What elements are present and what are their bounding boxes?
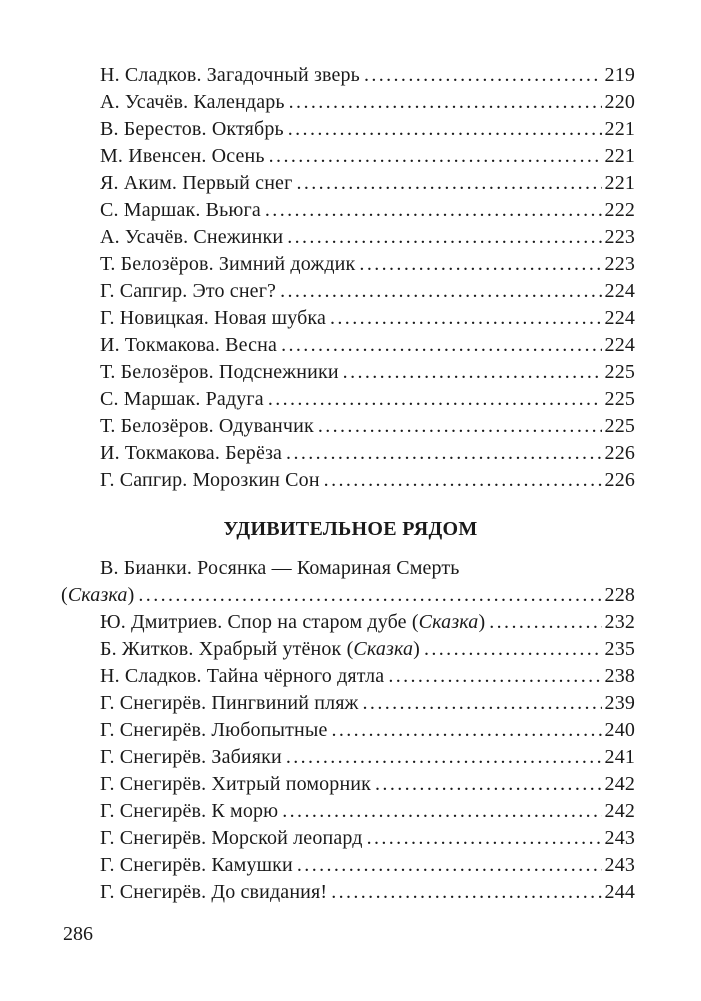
dot-leader bbox=[286, 744, 602, 771]
entry-page: 224 bbox=[604, 307, 635, 329]
dot-leader bbox=[286, 440, 602, 467]
entry-page: 221 bbox=[604, 172, 635, 194]
toc-entry bbox=[100, 62, 635, 89]
entry-title: Г. Сапгир. Морозкин Сон bbox=[100, 469, 320, 491]
page-number: 286 bbox=[63, 923, 93, 945]
entry-page: 232 bbox=[604, 611, 635, 633]
entry-page: 239 bbox=[604, 692, 635, 714]
toc-entry bbox=[100, 386, 635, 413]
dot-leader bbox=[138, 582, 601, 609]
entry-title: Т. Белозёров. Подснежники bbox=[100, 361, 339, 383]
toc-entry bbox=[100, 197, 635, 224]
entry-title: Я. Аким. Первый снег bbox=[100, 172, 293, 194]
dot-leader bbox=[296, 170, 601, 197]
dot-leader bbox=[364, 62, 602, 89]
entry-page: 226 bbox=[604, 469, 635, 491]
toc-entry bbox=[100, 879, 635, 906]
dot-leader bbox=[489, 609, 601, 636]
toc-entry bbox=[100, 116, 635, 143]
entry-page: 228 bbox=[604, 584, 635, 606]
toc-entry bbox=[100, 717, 635, 744]
dot-leader bbox=[280, 278, 601, 305]
toc-entry bbox=[100, 636, 635, 663]
entry-page: 235 bbox=[604, 638, 635, 660]
toc-entry bbox=[100, 852, 635, 879]
entry-title: Т. Белозёров. Одуванчик bbox=[100, 415, 314, 437]
toc-entry bbox=[100, 467, 635, 494]
entry-title: Г. Снегирёв. К морю bbox=[100, 800, 279, 822]
entry-page: 238 bbox=[604, 665, 635, 687]
toc-entry bbox=[100, 690, 635, 717]
dot-leader bbox=[388, 663, 601, 690]
dot-leader bbox=[330, 305, 602, 332]
entry-page: 241 bbox=[604, 746, 635, 768]
entry-page: 240 bbox=[604, 719, 635, 741]
entry-title: М. Ивенсен. Осень bbox=[100, 145, 265, 167]
entry-title: Г. Сапгир. Это снег? bbox=[100, 280, 277, 302]
toc-entry bbox=[100, 278, 635, 305]
entry-title: С. Маршак. Вьюга bbox=[100, 199, 261, 221]
toc-section-1 bbox=[100, 62, 635, 494]
dot-leader bbox=[424, 636, 602, 663]
toc-entry bbox=[100, 440, 635, 467]
entry-page: 224 bbox=[604, 280, 635, 302]
dot-leader bbox=[268, 386, 602, 413]
dot-leader bbox=[331, 717, 601, 744]
entry-title: И. Токмакова. Берёза bbox=[100, 442, 283, 464]
dot-leader bbox=[289, 89, 602, 116]
entry-page: 242 bbox=[604, 800, 635, 822]
dot-leader bbox=[343, 359, 602, 386]
dot-leader bbox=[287, 224, 601, 251]
entry-title: Г. Снегирёв. Пингвиний пляж bbox=[100, 692, 359, 714]
dot-leader bbox=[367, 825, 602, 852]
paren-close: ) bbox=[413, 638, 420, 660]
entry-title bbox=[100, 636, 420, 663]
section-heading: УДИВИТЕЛЬНОЕ РЯДОМ bbox=[223, 518, 478, 540]
toc-entry-line1 bbox=[100, 555, 635, 582]
entry-title: И. Токмакова. Весна bbox=[100, 334, 278, 356]
dot-leader bbox=[269, 143, 602, 170]
toc-entry bbox=[100, 825, 635, 852]
dot-leader bbox=[282, 798, 601, 825]
paren-open: ( bbox=[61, 584, 68, 606]
dot-leader bbox=[331, 879, 601, 906]
entry-title: Н. Сладков. Загадочный зверь bbox=[100, 64, 360, 86]
dot-leader bbox=[265, 197, 602, 224]
entry-page: 223 bbox=[604, 253, 635, 275]
entry-page: 243 bbox=[604, 854, 635, 876]
entry-page: 222 bbox=[604, 199, 635, 221]
entry-title: Г. Снегирёв. Морской леопард bbox=[100, 827, 363, 849]
entry-title: Г. Снегирёв. Любопытные bbox=[100, 719, 328, 741]
toc-entry bbox=[100, 305, 635, 332]
toc-entry bbox=[100, 413, 635, 440]
dot-leader bbox=[324, 467, 602, 494]
entry-page: 225 bbox=[604, 388, 635, 410]
dot-leader bbox=[281, 332, 601, 359]
entry-title: Г. Новицкая. Новая шубка bbox=[100, 307, 326, 329]
entry-title: Т. Белозёров. Зимний дождик bbox=[100, 253, 356, 275]
toc-entry bbox=[100, 332, 635, 359]
entry-title-cont bbox=[61, 582, 134, 609]
entry-title: Г. Снегирёв. Камушки bbox=[100, 854, 293, 876]
entry-title: С. Маршак. Радуга bbox=[100, 388, 264, 410]
toc-entry bbox=[100, 798, 635, 825]
toc-entry bbox=[100, 224, 635, 251]
entry-page: 242 bbox=[604, 773, 635, 795]
entry-page: 221 bbox=[604, 145, 635, 167]
dot-leader bbox=[359, 251, 601, 278]
genre-italic: Сказка bbox=[418, 611, 479, 633]
toc-entry bbox=[100, 359, 635, 386]
entry-page: 225 bbox=[604, 361, 635, 383]
entry-title: В. Бианки. Росянка — Комариная Смерть bbox=[100, 557, 460, 579]
entry-page: 244 bbox=[604, 881, 635, 903]
dot-leader bbox=[375, 771, 602, 798]
toc-entry bbox=[100, 89, 635, 116]
entry-page: 220 bbox=[604, 91, 635, 113]
entry-title-text: Б. Житков. Храбрый утёнок ( bbox=[100, 638, 354, 660]
entry-title bbox=[100, 609, 485, 636]
entry-title: Г. Снегирёв. До свидания! bbox=[100, 881, 328, 903]
toc-entry bbox=[100, 170, 635, 197]
dot-leader bbox=[288, 116, 602, 143]
toc-entry bbox=[100, 143, 635, 170]
entry-title: А. Усачёв. Календарь bbox=[100, 91, 285, 113]
genre-italic: Сказка bbox=[67, 584, 128, 606]
toc-entry bbox=[100, 771, 635, 798]
entry-page: 223 bbox=[604, 226, 635, 248]
dot-leader bbox=[318, 413, 602, 440]
toc-entry bbox=[100, 609, 635, 636]
toc-entry bbox=[100, 744, 635, 771]
entry-page: 226 bbox=[604, 442, 635, 464]
entry-title: Г. Снегирёв. Хитрый поморник bbox=[100, 773, 372, 795]
toc-entry bbox=[100, 663, 635, 690]
toc-section-2 bbox=[61, 555, 635, 906]
entry-page: 225 bbox=[604, 415, 635, 437]
entry-title: А. Усачёв. Снежинки bbox=[100, 226, 284, 248]
entry-page: 243 bbox=[604, 827, 635, 849]
toc-entry bbox=[100, 251, 635, 278]
toc-entry-line2 bbox=[61, 582, 635, 609]
entry-title: Г. Снегирёв. Забияки bbox=[100, 746, 282, 768]
genre-italic: Сказка bbox=[353, 638, 414, 660]
dot-leader bbox=[363, 690, 602, 717]
entry-page: 224 bbox=[604, 334, 635, 356]
paren-close: ) bbox=[478, 611, 486, 633]
entry-page: 219 bbox=[604, 64, 635, 86]
entry-title: В. Берестов. Октябрь bbox=[100, 118, 284, 140]
dot-leader bbox=[297, 852, 602, 879]
entry-title-text: Ю. Дмитриев. Спор на старом дубе ( bbox=[100, 611, 419, 633]
entry-page: 221 bbox=[604, 118, 635, 140]
paren-close: ) bbox=[127, 584, 135, 606]
entry-title: Н. Сладков. Тайна чёрного дятла bbox=[100, 665, 385, 687]
